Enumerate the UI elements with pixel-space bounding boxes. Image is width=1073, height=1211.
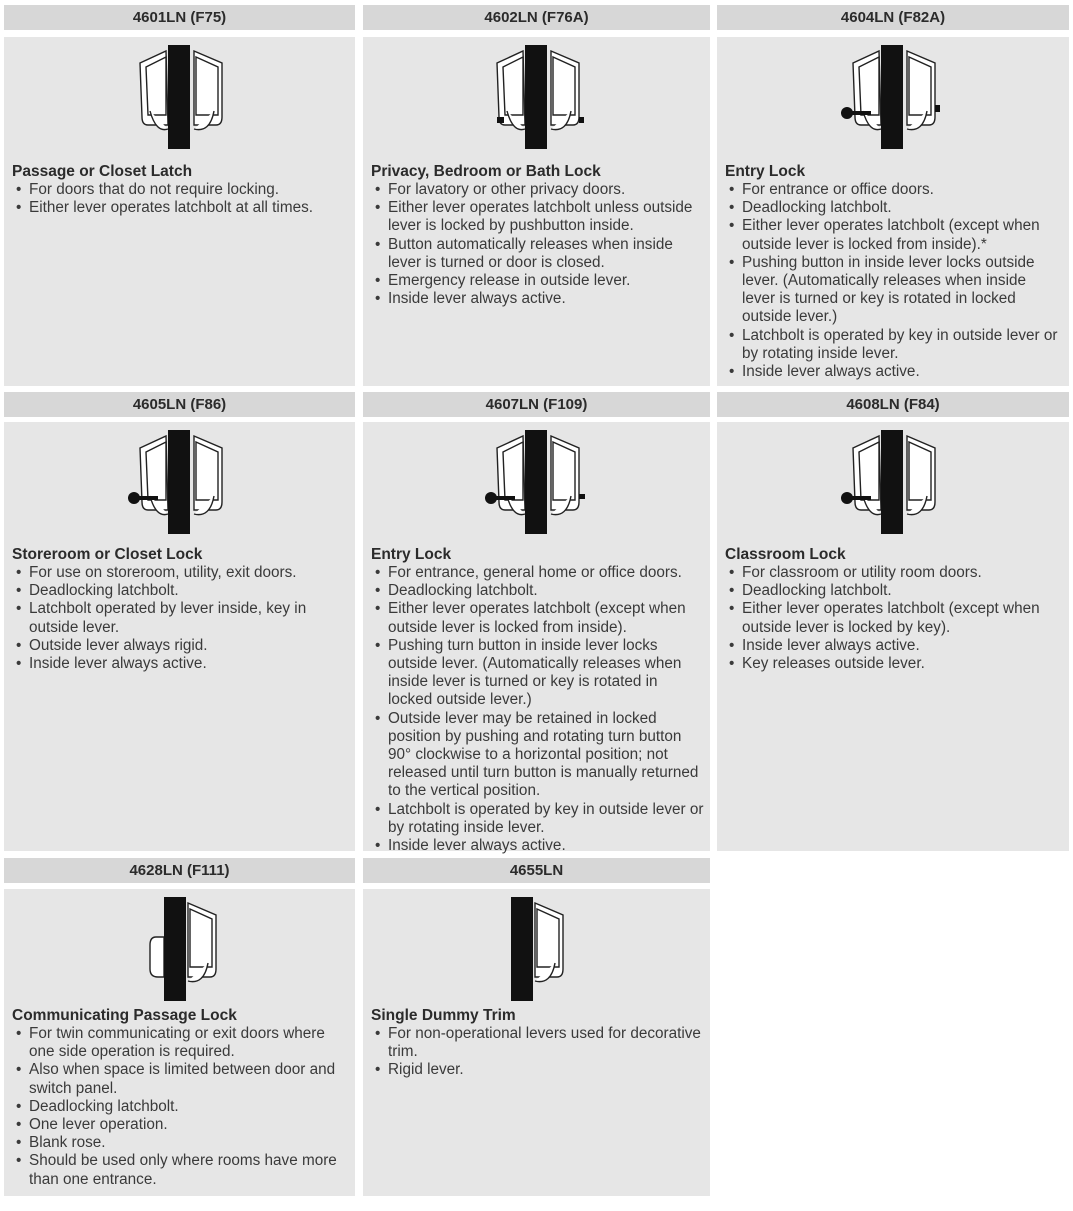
list-item: • Key releases outside lever. [725, 655, 1063, 673]
list-item: • Also when space is limited between door and switch panel. [12, 1061, 349, 1097]
list-item: • Inside lever always active. [371, 837, 704, 855]
lock-cell-4601ln [4, 5, 355, 386]
feature-list [371, 1025, 704, 1080]
cell-body [717, 37, 1069, 386]
feature-list [12, 181, 349, 217]
communicating-lockset-icon [4, 889, 355, 1007]
lock-cell-4655ln [363, 858, 710, 1196]
list-item: • Pushing turn button in inside lever locks outside lever. (Automatically releases when inside lever is turned or key is rotated in locked outside lever.) [371, 637, 704, 710]
cell-body [363, 422, 710, 855]
list-item: • One lever operation. [12, 1116, 349, 1134]
list-item: • Deadlocking latchbolt. [371, 582, 704, 600]
list-item: • Button automatically releases when inside lever is turned or door is closed. [371, 236, 704, 272]
lock-cell-4605ln [4, 392, 355, 851]
cell-header: 4608LN (F84) [717, 392, 1069, 417]
list-item: • Outside lever may be retained in locked position by pushing and rotating turn button 90° clockwise to a horizontal position; not released until turn button is manually returned to the vertical position. [371, 710, 704, 801]
cell-body [4, 889, 355, 1196]
list-item: • Inside lever always active. [725, 637, 1063, 655]
list-item: • For entrance or office doors. [725, 181, 1063, 199]
lock-cell-4628ln [4, 858, 355, 1196]
list-item: • Either lever operates latchbolt unless outside lever is locked by pushbutton inside. [371, 199, 704, 235]
list-item: • Either lever operates latchbolt (except when outside lever is locked from inside).* [725, 217, 1063, 253]
privacy-lockset-icon [363, 37, 710, 155]
lock-cell-4602ln [363, 5, 710, 386]
list-item: • Blank rose. [12, 1134, 349, 1152]
cell-header: 4628LN (F111) [4, 858, 355, 883]
list-item: • Deadlocking latchbolt. [12, 582, 349, 600]
feature-list [725, 564, 1063, 673]
cell-body [363, 889, 710, 1196]
cell-body [4, 37, 355, 386]
feature-list [371, 564, 704, 855]
list-item: • Deadlocking latchbolt. [12, 1098, 349, 1116]
cell-header: 4655LN [363, 858, 710, 883]
entry-turn-button-lockset-icon [363, 422, 710, 540]
list-item: • Deadlocking latchbolt. [725, 582, 1063, 600]
cell-title: Passage or Closet Latch [12, 163, 193, 180]
list-item: • Latchbolt is operated by key in outside lever or by rotating inside lever. [371, 801, 704, 837]
cell-body [717, 422, 1069, 851]
dummy-trim-icon [363, 889, 710, 1007]
cell-title: Communicating Passage Lock [12, 1007, 237, 1024]
list-item: • Either lever operates latchbolt (except when outside lever is locked from inside). [371, 600, 704, 636]
cell-title: Privacy, Bedroom or Bath Lock [371, 163, 601, 180]
list-item: • For lavatory or other privacy doors. [371, 181, 704, 199]
list-item: • For use on storeroom, utility, exit doors. [12, 564, 349, 582]
list-item: • Either lever operates latchbolt at all times. [12, 199, 349, 217]
cell-body [363, 37, 710, 386]
feature-list [371, 181, 704, 308]
classroom-lockset-icon [717, 422, 1069, 540]
list-item: • Either lever operates latchbolt (except when outside lever is locked by key). [725, 600, 1063, 636]
lock-cell-4604ln [717, 5, 1069, 386]
list-item: • Inside lever always active. [12, 655, 349, 673]
entry-lockset-icon [717, 37, 1069, 155]
list-item: • For classroom or utility room doors. [725, 564, 1063, 582]
cell-header: 4607LN (F109) [363, 392, 710, 417]
list-item: • Should be used only where rooms have more than one entrance. [12, 1152, 349, 1188]
cell-title: Entry Lock [725, 163, 806, 180]
list-item: • Pushing button in inside lever locks outside lever. (Automatically releases when inside lever is turned or key is rotated in locked outside lever.) [725, 254, 1063, 327]
list-item: • For entrance, general home or office doors. [371, 564, 704, 582]
cell-title: Classroom Lock [725, 546, 846, 563]
cell-title: Single Dummy Trim [371, 1007, 516, 1024]
list-item: • Deadlocking latchbolt. [725, 199, 1063, 217]
feature-list [12, 1025, 349, 1189]
list-item: • Latchbolt is operated by key in outside lever or by rotating inside lever. [725, 327, 1063, 363]
lock-cell-4608ln [717, 392, 1069, 851]
list-item: • Latchbolt operated by lever inside, key in outside lever. [12, 600, 349, 636]
list-item: • For doors that do not require locking. [12, 181, 349, 199]
storeroom-lockset-icon [4, 422, 355, 540]
list-item: • Emergency release in outside lever. [371, 272, 704, 290]
cell-header: 4605LN (F86) [4, 392, 355, 417]
cell-title: Storeroom or Closet Lock [12, 546, 203, 563]
list-item: • Inside lever always active. [371, 290, 704, 308]
passage-lockset-icon [4, 37, 355, 155]
list-item: • Outside lever always rigid. [12, 637, 349, 655]
cell-header: 4601LN (F75) [4, 5, 355, 30]
list-item: • Rigid lever. [371, 1061, 704, 1079]
cell-header: 4604LN (F82A) [717, 5, 1069, 30]
list-item: • For twin communicating or exit doors where one side operation is required. [12, 1025, 349, 1061]
lock-cell-4607ln [363, 392, 710, 855]
cell-header: 4602LN (F76A) [363, 5, 710, 30]
list-item: • For non-operational levers used for decorative trim. [371, 1025, 704, 1061]
cell-body [4, 422, 355, 851]
list-item: • Inside lever always active. [725, 363, 1063, 381]
feature-list [12, 564, 349, 673]
feature-list [725, 181, 1063, 381]
cell-title: Entry Lock [371, 546, 452, 563]
